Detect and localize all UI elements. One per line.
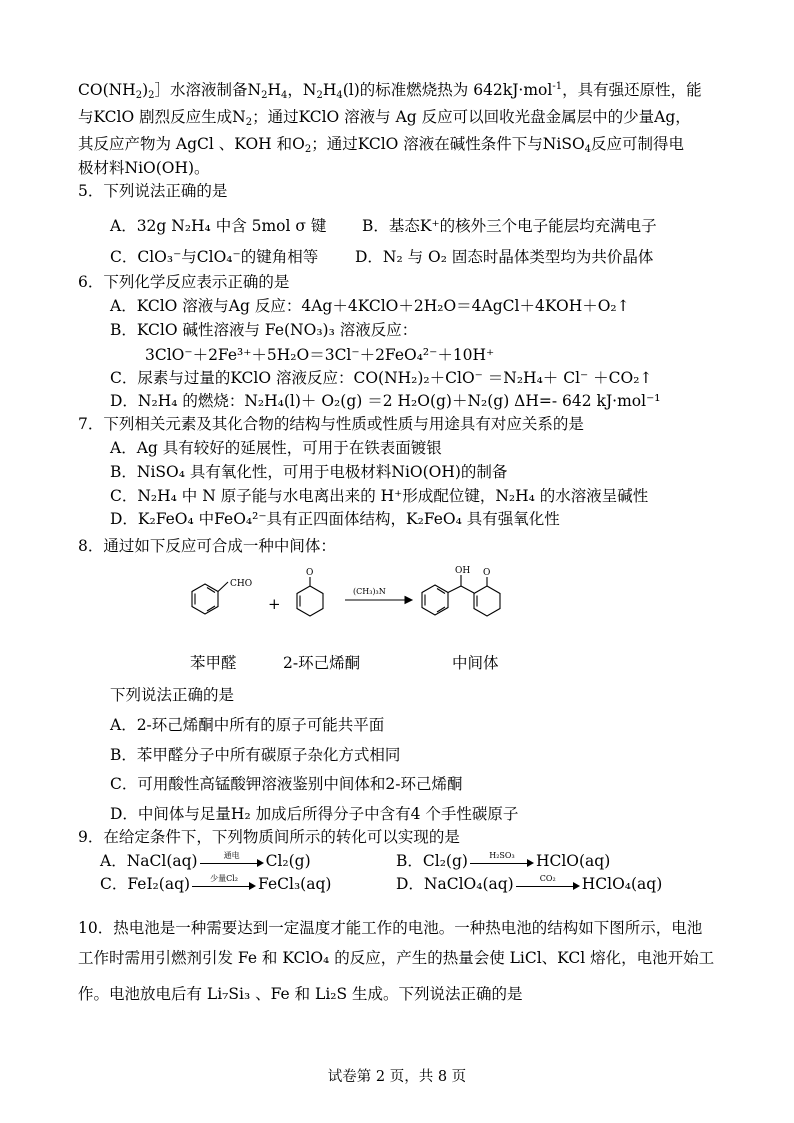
intro-line-1: $CO(NH_2)_2]$水溶液制备$N_2H_4$，$N_2H_4(l)$的标准燃烧热为 642kJ·mol$^{-1}$，具有强还原性，能 — [78, 81, 702, 101]
q8-option-c: C．可用酸性高锰酸钾溶液鉴别中间体和2-环己烯酮 — [110, 775, 463, 793]
q7-option-a: A．Ag 具有较好的延展性，可用于在铁表面镀银 — [110, 439, 442, 457]
reaction-arrow — [345, 597, 412, 604]
name-cyclohexenone: 2-环己烯酮 — [283, 654, 361, 672]
q8-option-b: B．苯甲醛分子中所有碳原子杂化方式相同 — [110, 746, 401, 764]
q9-a-arrow: 通电 — [200, 855, 264, 869]
q8-option-d: D．中间体与足量H₂ 加成后所得分子中含有4 个手性碳原子 — [110, 805, 519, 823]
intro-line-3: 其反应产物为 AgCl 、KOH 和$O_2$；通过KClO 溶液在碱性条件下与NiSO$_4$反应可制得电 — [78, 135, 685, 155]
intro-line-4: 极材料NiO(OH)。 — [78, 159, 210, 177]
q9-b-arrow: H₂SO₃ — [470, 855, 534, 869]
q5-option-c: C．ClO₃⁻与ClO₄⁻的键角相等 — [110, 248, 319, 266]
intermediate-o-label: O — [483, 568, 491, 578]
q7-option-c: C．N₂H₄ 中 N 原子能与水电离出来的 H⁺形成配位键，N₂H₄ 的水溶液呈碱性 — [110, 487, 649, 505]
plus-sign: + — [268, 595, 281, 613]
q9-c-arrow: 少量Cl₂ — [192, 878, 256, 892]
q7-option-d: D．K₂FeO₄ 中FeO₄²⁻具有正四面体结构，K₂FeO₄ 具有强氧化性 — [110, 510, 560, 528]
q6-option-d: D．N₂H₄ 的燃烧：N₂H₄(l)＋ O₂(g) ＝2 H₂O(g)＋N₂(g) ΔH=- 642 kJ·mol⁻¹ — [110, 392, 661, 410]
q9-option-a: A．NaCl(aq) 通电 Cl₂(g) — [100, 851, 311, 870]
q5-option-b: B．基态K⁺的核外三个电子能层均充满电子 — [362, 217, 657, 235]
q7-option-b: B．NiSO₄ 具有氧化性，可用于电极材料NiO(OH)的制备 — [110, 463, 508, 481]
q5-stem: 5．下列说法正确的是 — [78, 182, 228, 200]
benzaldehyde-structure — [192, 582, 228, 614]
page-footer: 试卷第 2 页，共 8 页 — [327, 1069, 467, 1085]
q6-stem: 6．下列化学反应表示正确的是 — [78, 273, 290, 291]
hydroxyl-label: OH — [455, 566, 471, 576]
q6-option-a: A．KClO 溶液与Ag 反应：4Ag＋4KClO＋2H₂O＝4AgCl＋4KOH＋O₂↑ — [110, 297, 630, 315]
q9-option-b: B．Cl₂(g) H₂SO₃ HClO(aq) — [396, 851, 611, 870]
q10-line-1: 10．热电池是一种需要达到一定温度才能工作的电池。一种热电池的结构如下图所示，电池 — [78, 919, 703, 937]
name-benzaldehyde: 苯甲醛 — [190, 654, 237, 672]
q9-option-c: C．FeI₂(aq) 少量Cl₂ FeCl₃(aq) — [100, 874, 332, 893]
intermediate-structure — [422, 575, 500, 616]
name-intermediate: 中间体 — [452, 654, 499, 672]
q10-line-2: 工作时需用引燃剂引发 Fe 和 KClO₄ 的反应，产生的热量会使 LiCl、KCl 熔化，电池开始工 — [78, 949, 715, 967]
q6-option-c: C．尿素与过量的KClO 溶液反应：CO(NH₂)₂＋ClO⁻ ＝N₂H₄＋ Cl⁻ ＋CO₂↑ — [110, 369, 653, 387]
q6-option-b: B．KClO 碱性溶液与 Fe(NO₃)₃ 溶液反应： — [110, 321, 418, 339]
q8-substem: 下列说法正确的是 — [110, 686, 235, 704]
cyclohexenone-structure — [297, 577, 323, 616]
q9-d-arrow: CO₂ — [516, 878, 580, 892]
reagent-label: (CH₃)₃N — [353, 587, 386, 596]
q9-stem: 9．在给定条件下，下列物质间所示的转化可以实现的是 — [78, 828, 460, 846]
q5-option-d: D．N₂ 与 O₂ 固态时晶体类型均为共价晶体 — [355, 248, 654, 266]
q8-option-a: A．2-环己烯酮中所有的原子可能共平面 — [110, 716, 385, 734]
q6-option-b-equation: 3ClO⁻＋2Fe³⁺＋5H₂O＝3Cl⁻＋2FeO₄²⁻＋10H⁺ — [145, 346, 495, 364]
ketone-o-label: O — [306, 568, 314, 578]
q7-stem: 7．下列相关元素及其化合物的结构与性质或性质与用途具有对应关系的是 — [78, 415, 584, 433]
q10-line-3: 作。电池放电后有 Li₇Si₃ 、Fe 和 Li₂S 生成。下列说法正确的是 — [78, 985, 523, 1003]
q9-option-d: D．NaClO₄(aq) CO₂ HClO₄(aq) — [396, 874, 663, 893]
q8-stem: 8．通过如下反应可合成一种中间体： — [78, 537, 336, 555]
reaction-scheme — [180, 562, 550, 652]
intro-line-2: 与KClO 剧烈反应生成$N_2$；通过KClO 溶液与 Ag 反应可以回收光盘金属层中的少量Ag， — [78, 108, 691, 128]
q5-option-a: A．32g N₂H₄ 中含 5mol σ 键 — [110, 217, 327, 235]
cho-label: CHO — [230, 579, 253, 589]
